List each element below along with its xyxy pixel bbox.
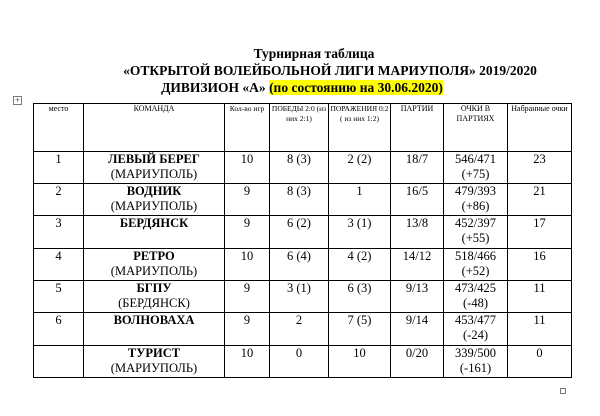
place-cell: 5 — [34, 281, 84, 313]
wins-cell: 8 (3) — [270, 152, 329, 184]
header-row — [34, 104, 572, 152]
points-cell: 17 — [508, 216, 572, 249]
col-header-games: Кол-во игр — [225, 104, 270, 152]
team-cell — [84, 346, 225, 378]
set-points-value: 479/393 — [455, 184, 496, 198]
team-name: ВОДНИК — [126, 184, 182, 198]
losses-cell: 2 (2) — [329, 152, 391, 184]
sets-cell: 9/14 — [391, 313, 444, 346]
wins-cell: 2 — [270, 313, 329, 346]
division-line — [2, 79, 600, 96]
table-row — [34, 184, 572, 216]
set-points-diff: (+52) — [461, 264, 490, 278]
points-cell: 11 — [508, 281, 572, 313]
team-name: РЕТРО — [133, 249, 175, 263]
set-points-value: 473/425 — [455, 281, 496, 295]
place-cell: 1 — [34, 152, 84, 184]
table-row — [34, 152, 572, 184]
set-points-cell — [444, 152, 508, 184]
set-points-diff: (-48) — [463, 296, 488, 310]
points-cell: 11 — [508, 313, 572, 346]
col-header-wins: ПОБЕДЫ 2:0 (из них 2:1) — [270, 104, 329, 152]
set-points-value: 546/471 — [455, 152, 496, 166]
set-points-cell — [444, 249, 508, 281]
place-cell — [34, 346, 84, 378]
col-header-sets: ПАРТИИ — [391, 104, 444, 152]
status-date-highlight: (по состоянию на 30.06.2020) — [269, 80, 443, 95]
set-points-cell — [444, 346, 508, 378]
team-city: (МАРИУПОЛЬ) — [110, 264, 198, 278]
sets-cell: 16/5 — [391, 184, 444, 216]
team-cell — [84, 216, 225, 249]
points-cell: 16 — [508, 249, 572, 281]
team-city: (МАРИУПОЛЬ) — [110, 361, 198, 375]
team-cell — [84, 281, 225, 313]
set-points-cell — [444, 313, 508, 346]
set-points-value: 452/397 — [455, 216, 496, 230]
table-row — [34, 249, 572, 281]
set-points-cell — [444, 216, 508, 249]
points-cell: 0 — [508, 346, 572, 378]
sets-cell: 13/8 — [391, 216, 444, 249]
team-name: БЕРДЯНСК — [119, 216, 189, 230]
games-cell: 10 — [225, 249, 270, 281]
place-cell: 3 — [34, 216, 84, 249]
set-points-diff: (+55) — [461, 231, 490, 245]
team-city: (МАРИУПОЛЬ) — [110, 199, 198, 213]
league-name: «ОТКРЫТОЙ ВОЛЕЙБОЛЬНОЙ ЛИГИ МАРИУПОЛЯ» 2019/2020 — [123, 63, 537, 78]
points-cell: 23 — [508, 152, 572, 184]
wins-cell: 3 (1) — [270, 281, 329, 313]
points-cell: 21 — [508, 184, 572, 216]
team-cell — [84, 184, 225, 216]
col-header-place: место — [34, 104, 84, 152]
wins-cell: 6 (4) — [270, 249, 329, 281]
place-cell: 2 — [34, 184, 84, 216]
move-handle-icon[interactable]: + — [14, 96, 21, 104]
team-city: (МАРИУПОЛЬ) — [110, 167, 198, 181]
games-cell: 10 — [225, 346, 270, 378]
sets-cell: 18/7 — [391, 152, 444, 184]
games-cell: 10 — [225, 152, 270, 184]
team-name: ТУРИСТ — [127, 346, 181, 360]
losses-cell: 3 (1) — [329, 216, 391, 249]
set-points-diff: (-24) — [463, 328, 488, 342]
sets-cell: 14/12 — [391, 249, 444, 281]
table-resize-handle[interactable] — [560, 388, 566, 394]
games-cell: 9 — [225, 313, 270, 346]
place-cell: 4 — [34, 249, 84, 281]
sets-cell: 0/20 — [391, 346, 444, 378]
table-row — [34, 346, 572, 378]
col-header-points: Набранные очки — [508, 104, 572, 152]
losses-cell: 10 — [329, 346, 391, 378]
team-cell — [84, 249, 225, 281]
team-cell — [84, 313, 225, 346]
wins-cell: 8 (3) — [270, 184, 329, 216]
table-row — [34, 216, 572, 249]
division-name: ДИВИЗИОН «А» — [161, 80, 266, 95]
games-cell: 9 — [225, 281, 270, 313]
losses-cell: 6 (3) — [329, 281, 391, 313]
team-cell — [84, 152, 225, 184]
table-row — [34, 313, 572, 346]
team-city: (БЕРДЯНСК) — [118, 296, 190, 310]
set-points-cell — [444, 281, 508, 313]
table-row — [34, 281, 572, 313]
losses-cell: 1 — [329, 184, 391, 216]
place-cell: 6 — [34, 313, 84, 346]
team-name: ВОЛНОВАХА — [113, 313, 195, 327]
set-points-value: 518/466 — [455, 249, 496, 263]
team-name: БГПУ — [136, 281, 172, 295]
losses-cell: 4 (2) — [329, 249, 391, 281]
standings-table — [33, 103, 572, 378]
set-points-value: 453/477 — [455, 313, 496, 327]
games-cell: 9 — [225, 216, 270, 249]
table-title: Турнирная таблица — [253, 46, 375, 61]
games-cell: 9 — [225, 184, 270, 216]
team-name: ЛЕВЫЙ БЕРЕГ — [108, 152, 200, 166]
set-points-value: 339/500 — [455, 346, 496, 360]
sets-cell: 9/13 — [391, 281, 444, 313]
wins-cell: 6 (2) — [270, 216, 329, 249]
set-points-diff: (+75) — [461, 167, 490, 181]
set-points-cell — [444, 184, 508, 216]
set-points-diff: (-161) — [459, 361, 492, 375]
losses-cell: 7 (5) — [329, 313, 391, 346]
col-header-team: КОМАНДА — [84, 104, 225, 152]
wins-cell: 0 — [270, 346, 329, 378]
set-points-diff: (+86) — [461, 199, 490, 213]
col-header-losses: ПОРАЖЕНИЯ 0:2 ( из них 1:2) — [329, 104, 391, 152]
col-header-set-points: ОЧКИ В ПАРТИЯХ — [444, 104, 508, 152]
